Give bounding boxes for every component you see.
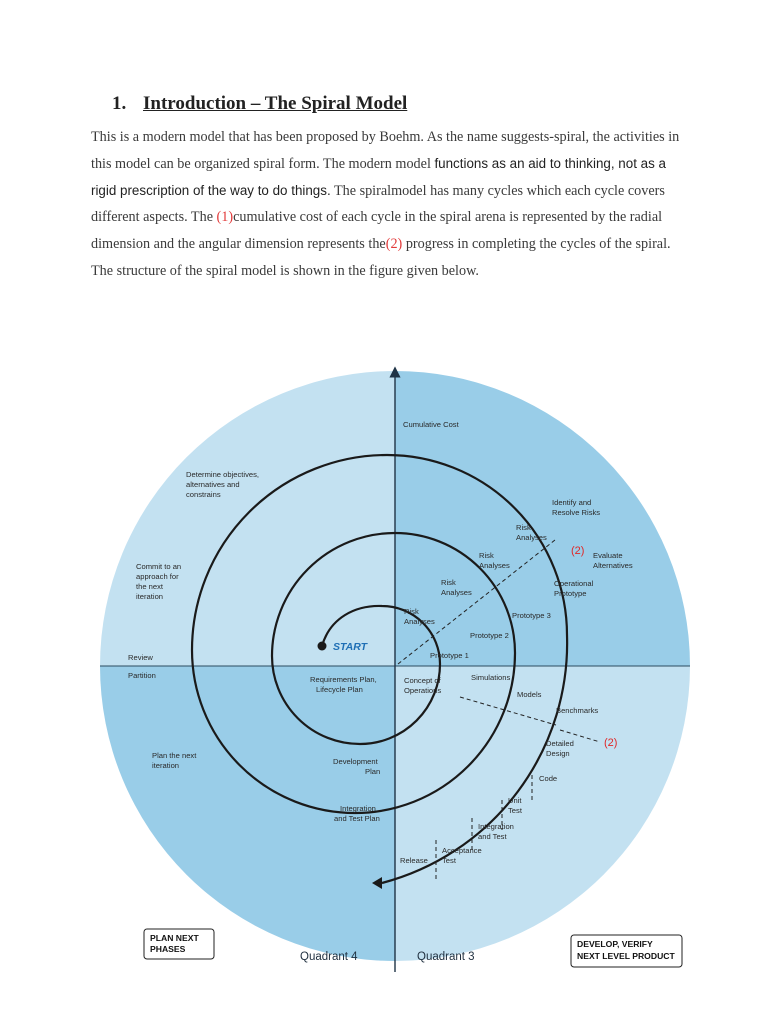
para-text-4: cumulative cost of each cycle in the spiral arena is represented by the radial dimension and the angular dimension represents the (91, 209, 663, 253)
plan-next-phases-line2: PHASES (150, 944, 186, 954)
para-text-3: The spiralmodel has many cycles which each cycle covers different aspects. The (91, 182, 665, 226)
acceptance-test-label-2: Test (442, 856, 456, 865)
para-text-5: progress in completing the cycles of the spiral. The structure of the spiral model is shown in the figure given below. (91, 236, 671, 279)
evaluate-label-2: Alternatives (593, 561, 633, 570)
acceptance-test-label-1: Acceptance (442, 846, 482, 855)
identify-risks-label-2: Resolve Risks (552, 508, 601, 517)
prototype-1-label: Prototype 1 (430, 651, 469, 660)
marker-2-upper: (2) (571, 545, 585, 557)
plan-next-phases-line1: PLAN NEXT (150, 933, 199, 943)
section-heading (112, 93, 407, 115)
benchmarks-label: Benchmarks (556, 706, 599, 715)
concept-label-2: Operations (404, 686, 442, 695)
requirements-plan-label-1: Requirements Plan, (310, 675, 377, 684)
risk-analyses-1-line1: Risk (404, 607, 419, 616)
risk-analyses-3-line1: Risk (479, 551, 494, 560)
simulations-label: Simulations (471, 673, 511, 682)
objectives-label-3: constrains (186, 490, 221, 499)
risk-analyses-2-line2: Analyses (441, 588, 472, 597)
code-label: Code (539, 774, 558, 783)
ref-marker-2: (2) (385, 236, 403, 253)
quadrant-top-right (395, 360, 700, 666)
section-title: Introduction – The Spiral Model (143, 93, 408, 114)
detailed-design-label-2: Design (546, 749, 570, 758)
develop-verify-line1: DEVELOP, VERIFY (577, 939, 653, 949)
evaluate-label-1: Evaluate (593, 551, 623, 560)
quadrant-top-left (90, 360, 395, 666)
risk-analyses-4-line2: Analyses (516, 533, 547, 542)
quadrant-bottom-right (395, 666, 700, 972)
partition-label: Partition (128, 671, 156, 680)
para-text-1: This is a modern model that has been proposed by Boehm. As the name suggests-spiral, the activities in this model can be organized spiral form. The modern model (91, 129, 680, 172)
operational-prototype-label-1: Operational (554, 579, 594, 588)
models-label: Models (517, 690, 542, 699)
develop-verify-line2: NEXT LEVEL PRODUCT (577, 951, 675, 961)
review-label: Review (128, 653, 153, 662)
prototype-2-label: Prototype 2 (470, 631, 509, 640)
section-number: 1. (112, 93, 127, 114)
commit-label-4: iteration (136, 592, 164, 601)
para-text-emphasis: functions as an aid to thinking, not as a rigid prescription of the way to do things. (91, 155, 666, 198)
commit-label-1: Commit to an (136, 562, 182, 571)
detailed-design-label-1: Detailed (546, 739, 574, 748)
identify-risks-label-1: Identify and (552, 498, 592, 507)
risk-analyses-4-line1: Risk (516, 523, 531, 532)
integration-test-label-2: and Test (478, 832, 507, 841)
quadrant-4-label: Quadrant 4 (300, 951, 358, 963)
plan-next-label-2: iteration (152, 761, 180, 770)
operational-prototype-label-2: Prototype (554, 589, 587, 598)
risk-analyses-2-line1: Risk (441, 578, 456, 587)
integration-test-label-1: Integration (478, 822, 514, 831)
commit-label-3: the next (136, 582, 164, 591)
unit-test-label-1: Unit (508, 796, 522, 805)
intro-paragraph (91, 124, 681, 285)
start-dot (318, 642, 327, 651)
start-label: START (333, 641, 368, 653)
spiral-model-diagram (0, 350, 768, 1024)
risk-analyses-1-line2: Analyses (404, 617, 435, 626)
objectives-label-2: alternatives and (186, 480, 240, 489)
integration-plan-label-2: and Test Plan (334, 814, 380, 823)
commit-label-2: approach for (136, 572, 179, 581)
development-plan-label-2: Plan (365, 767, 381, 776)
prototype-3-label: Prototype 3 (512, 611, 551, 620)
integration-plan-label-1: Integration (340, 804, 376, 813)
marker-2-lower: (2) (604, 737, 618, 749)
quadrant-3-label: Quadrant 3 (417, 951, 475, 963)
cumulative-cost-label: Cumulative Cost (403, 420, 459, 429)
objectives-label-1: Determine objectives, (186, 470, 260, 479)
unit-test-label-2: Test (508, 806, 522, 815)
risk-analyses-3-line2: Analyses (479, 561, 510, 570)
requirements-plan-label-2: Lifecycle Plan (316, 685, 363, 694)
ref-marker-1: (1) (216, 209, 234, 226)
development-plan-label-1: Development (333, 757, 378, 766)
plan-next-label-1: Plan the next (152, 751, 197, 760)
concept-label-1: Concept of (404, 676, 441, 685)
release-label: Release (400, 856, 428, 865)
